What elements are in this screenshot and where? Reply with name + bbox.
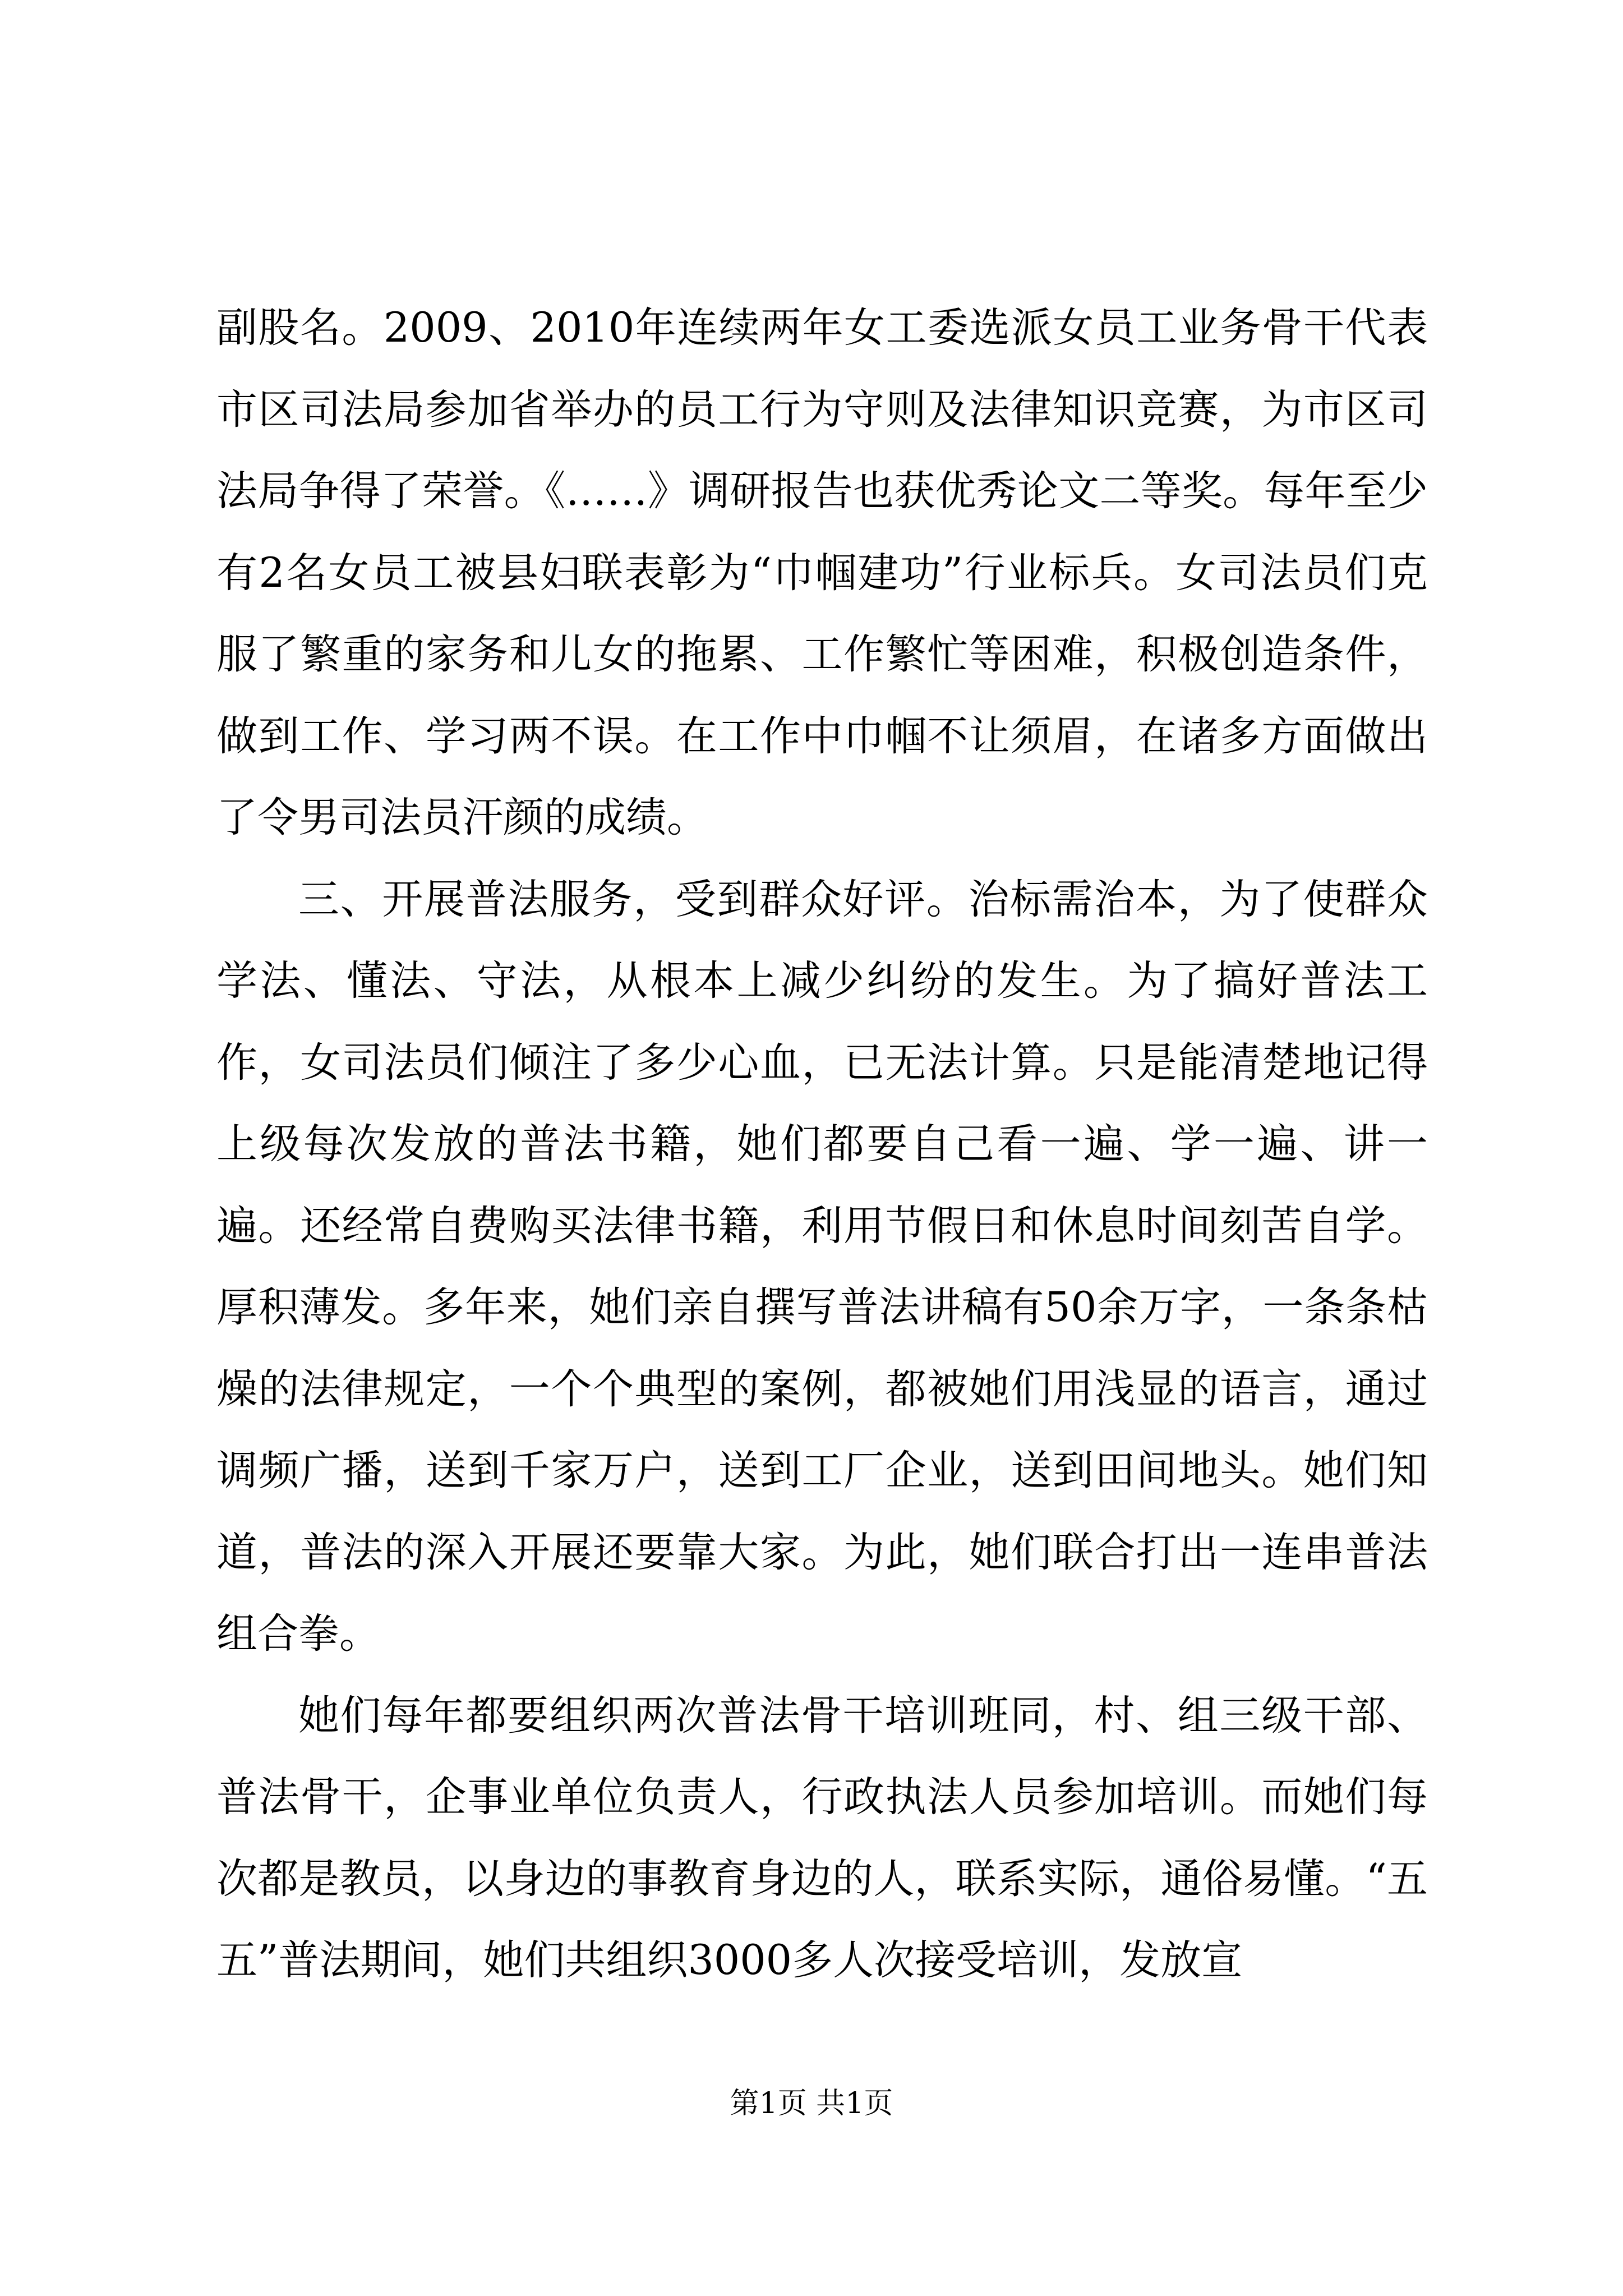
page-footer: 第1页 共1页 xyxy=(730,2087,893,2120)
paragraph-continued: 副股名。2009、2010年连续两年女工委选派女员工业务骨干代表市区司法局参加省举办的员工行为守则及法律知识竞赛，为市区司法局争得了荣誉。《……》调研报告也获优秀论文二等奖。每年至少有2名女员工被县妇联表彰为“巾帼建功”行业标兵。女司法员们克服了繁重的家务和儿女的拖累、工作繁忙等困难，积极创造条件，做到工作、学习两不误。在工作中巾帼不让须眉，在诸多方面做出了令男司法员汗颜的成绩。 xyxy=(216,304,1428,841)
paragraph-training: 她们每年都要组织两次普法骨干培训班同，村、组三级干部、普法骨干，企事业单位负责人，行政执法人员参加培训。而她们每次都是教员，以身边的事教育身边的人，联系实际，通俗易懂。“五五”普法期间，她们共组织3000多人次接受培训，发放宣 xyxy=(216,1691,1428,1984)
paragraph-section-three: 三、开展普法服务，受到群众好评。治标需治本，为了使群众学法、懂法、守法，从根本上减少纠纷的发生。为了搞好普法工作，女司法员们倾注了多少心血，已无法计算。只是能清楚地记得上级每次发放的普法书籍，她们都要自己看一遍、学一遍、讲一遍。还经常自费购买法律书籍，利用节假日和休息时间刻苦自学。厚积薄发。多年来，她们亲自撰写普法讲稿有50余万字，一条条枯燥的法律规定，一个个典型的案例，都被她们用浅显的语言，通过调频广播，送到千家万户，送到工厂企业，送到田间地头。她们知道，普法的深入开展还要靠大家。为此，她们联合打出一连串普法组合拳。 xyxy=(216,875,1428,1658)
document-body xyxy=(216,287,1428,2001)
